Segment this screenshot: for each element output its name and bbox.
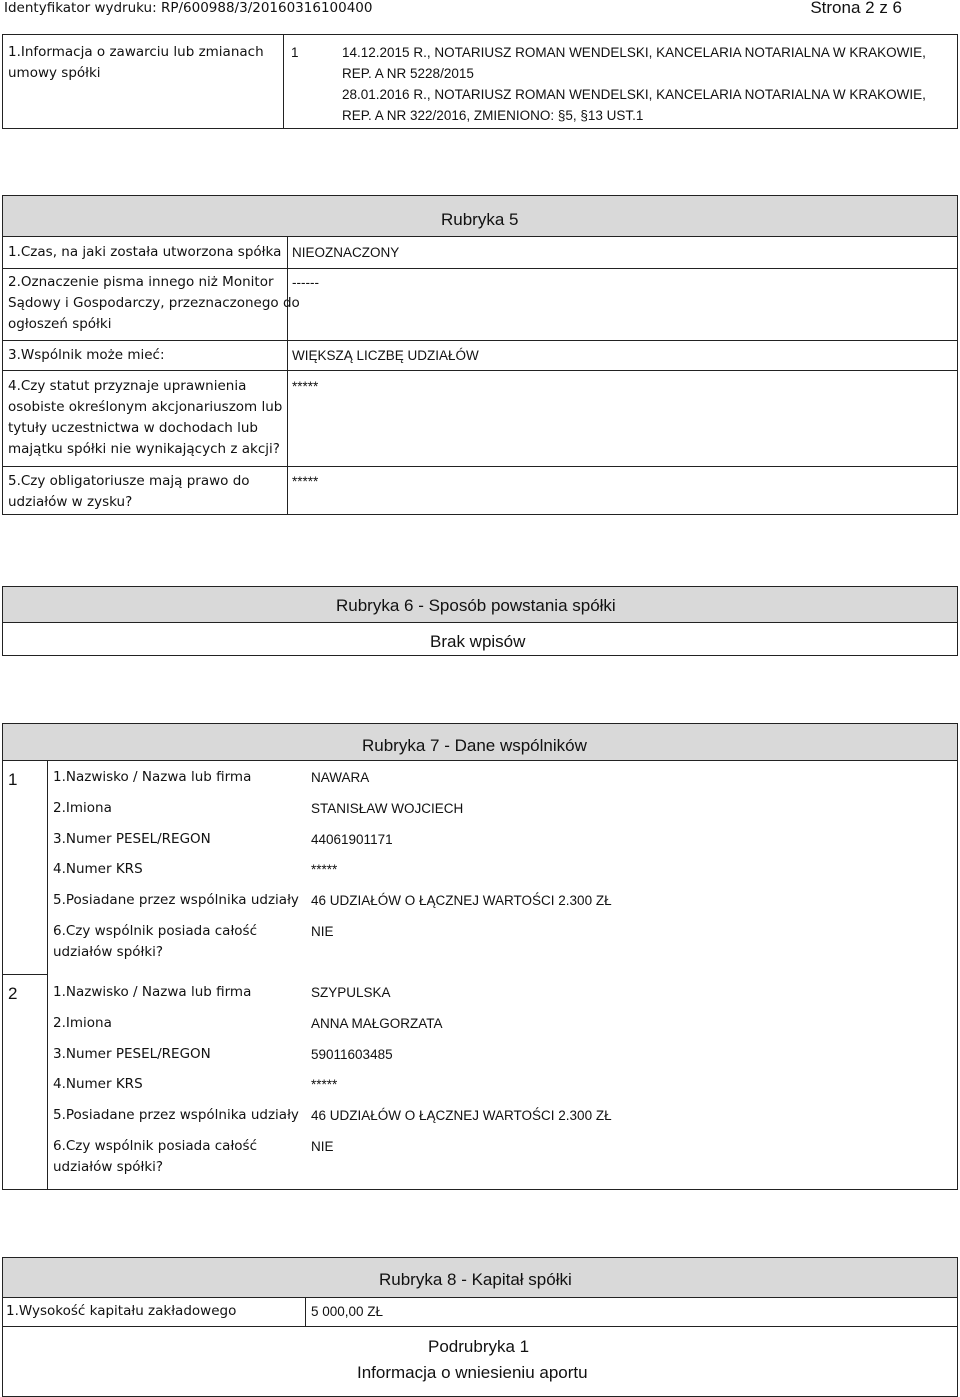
r5-value-5: ***** (292, 474, 319, 489)
p2-label-pesel: 3.Numer PESEL/REGON (53, 1046, 211, 1062)
contract-entry-text: 14.12.2015 R., NOTARIUSZ ROMAN WENDELSKI, KANCELARIA NOTARIALNA W KRAKOWIE, REP. A NR 5228/2015 28.01.2016 R., NOTARIUSZ ROMAN WENDELSKI, KANCELARIA NOTARIALNA W KRAKOWIE, REP. A NR 322/2016, ZMIENIONO: §5, §13 UST.1 (342, 45, 926, 123)
p1-label-shares: 5.Posiadane przez wspólnika udziały (53, 892, 299, 908)
p1-value-all-shares: NIE (311, 924, 334, 939)
r5-value-2: ------ (292, 275, 319, 290)
p2-value-pesel: 59011603485 (311, 1047, 393, 1062)
subrubryka-subtitle: Informacja o wniesieniu aportu (357, 1363, 588, 1382)
r5-value-3: WIĘKSZĄ LICZBĘ UDZIAŁÓW (292, 348, 479, 363)
p2-value-shares: 46 UDZIAŁÓW O ŁĄCZNEJ WARTOŚCI 2.300 ZŁ (311, 1108, 612, 1123)
p1-label-surname: 1.Nazwisko / Nazwa lub firma (53, 769, 252, 785)
r5-value-1: NIEOZNACZONY (292, 245, 400, 260)
subrubryka-title: Podrubryka 1 (428, 1337, 530, 1356)
r5-label-4: 4.Czy statut przyznaje uprawnienia osobiste określonym akcjonariuszom lub tytuły uczestnictwa w dochodach lub majątku spółki nie wynikających z akcji? (8, 378, 283, 457)
p2-label-shares: 5.Posiadane przez wspólnika udziały (53, 1107, 299, 1123)
partner-2-number: 2 (8, 984, 18, 1003)
rubryka-6-empty: Brak wpisów (430, 632, 526, 651)
contract-info-label: 1.Informacja o zawarciu lub zmianach umowy spółki (8, 44, 264, 81)
rubryka-6-title: Rubryka 6 - Sposób powstania spółki (336, 596, 616, 615)
page-number: Strona 2 z 6 (810, 0, 902, 17)
p1-label-names: 2.Imiona (53, 800, 112, 816)
capital-value: 5 000,00 ZŁ (311, 1304, 384, 1319)
contract-entry-number: 1 (291, 45, 299, 60)
r5-value-4: ***** (292, 379, 319, 394)
p2-value-surname: SZYPULSKA (311, 985, 391, 1000)
p1-label-all-shares: 6.Czy wspólnik posiada całość udziałów spółki? (53, 923, 258, 960)
rubryka-8-title: Rubryka 8 - Kapitał spółki (379, 1270, 572, 1289)
p2-label-krs: 4.Numer KRS (53, 1076, 143, 1092)
p1-value-krs: ***** (311, 862, 338, 877)
rubryka-5-title: Rubryka 5 (441, 210, 519, 229)
capital-label: 1.Wysokość kapitału zakładowego (6, 1303, 237, 1319)
partner-1-number: 1 (8, 770, 18, 789)
p1-value-names: STANISŁAW WOJCIECH (311, 801, 464, 816)
r5-label-5: 5.Czy obligatoriusze mają prawo do udziałów w zysku? (8, 473, 250, 510)
p2-value-names: ANNA MAŁGORZATA (311, 1016, 443, 1031)
p2-value-krs: ***** (311, 1077, 338, 1092)
r5-label-2: 2.Oznaczenie pisma innego niż Monitor Sądowy i Gospodarczy, przeznaczonego do ogłoszeń spółki (8, 274, 300, 332)
r5-label-3: 3.Wspólnik może mieć: (8, 347, 165, 363)
rubryka-7-title: Rubryka 7 - Dane wspólników (362, 736, 587, 755)
p2-label-all-shares: 6.Czy wspólnik posiada całość udziałów spółki? (53, 1138, 258, 1175)
r5-label-1: 1.Czas, na jaki została utworzona spółka (8, 244, 282, 260)
p1-value-shares: 46 UDZIAŁÓW O ŁĄCZNEJ WARTOŚCI 2.300 ZŁ (311, 893, 612, 908)
p1-label-krs: 4.Numer KRS (53, 861, 143, 877)
p2-value-all-shares: NIE (311, 1139, 334, 1154)
p1-label-pesel: 3.Numer PESEL/REGON (53, 831, 211, 847)
p1-value-pesel: 44061901171 (311, 832, 393, 847)
p2-label-surname: 1.Nazwisko / Nazwa lub firma (53, 984, 252, 1000)
p1-value-surname: NAWARA (311, 770, 370, 785)
p2-label-names: 2.Imiona (53, 1015, 112, 1031)
print-identifier: Identyfikator wydruku: RP/600988/3/20160316100400 (4, 0, 373, 16)
